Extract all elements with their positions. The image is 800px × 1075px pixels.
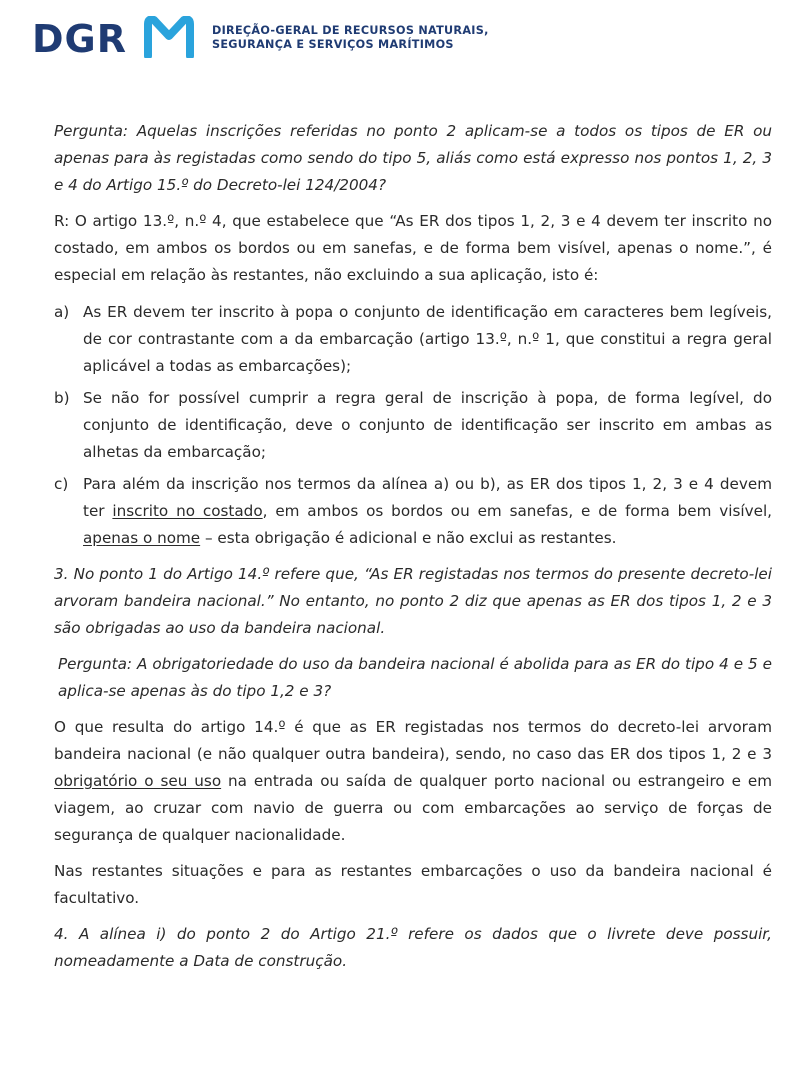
answer-1: R: O artigo 13.º, n.º 4, que estabelece que “As ER dos tipos 1, 2, 3 e 4 devem ter inscrito no costado, em ambos os bordos ou em sanefas, e de forma bem visível, apenas o nome.”, é especial em relação às restantes, não excluindo a sua aplicação, isto é: — [54, 212, 772, 284]
list-item — [54, 299, 772, 380]
text-run: Para além da inscrição nos termos da alínea a) ou b), as ER dos tipos 1, 2, 3 e 4 devem ter — [83, 475, 772, 520]
point-3: 3. No ponto 1 do Artigo 14.º refere que, “As ER registadas nos termos do presente decreto-lei arvoram bandeira nacional.” No entanto, no ponto 2 diz que apenas as ER dos tipos 1, 2 e 3 são obrigadas ao uso da bandeira nacional. — [54, 565, 772, 637]
text-run: O que resulta do artigo 14.º é que as ER registadas nos termos do decreto-lei arvoram bandeira nacional (e não qualquer outra bandeira), sendo, no caso das ER dos tipos 1, 2 e 3 — [54, 718, 772, 763]
underlined-text: apenas o nome — [83, 529, 201, 547]
underlined-text: obrigatório o seu uso — [54, 772, 222, 790]
dgrm-logo-letters: DGR — [32, 17, 127, 61]
question-3: Pergunta: A obrigatoriedade do uso da bandeira nacional é abolida para as ER do tipo 4 e 5 e aplica-se apenas às do tipo 1,2 e 3? — [58, 655, 772, 700]
answer-3-continued: Nas restantes situações e para as restantes embarcações o uso da bandeira nacional é facultativo. — [54, 862, 772, 907]
list-marker: a) — [54, 303, 70, 321]
organization-name — [212, 24, 489, 52]
list-marker: c) — [54, 475, 69, 493]
answer-3 — [54, 714, 772, 849]
list-item — [54, 385, 772, 466]
list-item-text: As ER devem ter inscrito à popa o conjunto de identificação em caracteres bem legíveis, de cor contrastante com a da embarcação (artigo 13.º, n.º 1, que constitui a regra geral aplicável a todas as embarcações); — [83, 303, 772, 375]
text-run: na entrada ou saída de qualquer porto nacional ou estrangeiro e em viagem, ao cruzar com navio de guerra ou com embarcações ao serviço de forças de segurança de qualquer nacionalidade. — [54, 772, 772, 844]
text-run: – esta obrigação é adicional e não exclui as restantes. — [200, 529, 617, 547]
list-item-text: Se não for possível cumprir a regra geral de inscrição à popa, de forma legível, do conjunto de identificação, deve o conjunto de identificação ser inscrito em ambas as alhetas da embarcação; — [83, 389, 772, 461]
page-header — [30, 12, 790, 72]
org-line-2: SEGURANÇA E SERVIÇOS MARÍTIMOS — [212, 38, 454, 51]
text-run: , em ambos os bordos ou em sanefas, e de forma bem visível, — [262, 502, 772, 520]
answer-list — [54, 299, 772, 552]
underlined-text: inscrito no costado — [112, 502, 263, 520]
dgrm-logo-m-icon — [144, 16, 194, 58]
list-marker: b) — [54, 389, 70, 407]
list-item — [54, 471, 772, 552]
document-body — [54, 118, 772, 975]
question-1: Pergunta: Aquelas inscrições referidas no ponto 2 aplicam-se a todos os tipos de ER ou apenas para às registadas como sendo do tipo 5, aliás como está expresso nos pontos 1, 2, 3 e 4 do Artigo 15.º do Decreto-lei 124/2004? — [54, 122, 772, 194]
org-line-1: DIREÇÃO-GERAL DE RECURSOS NATURAIS, — [212, 24, 489, 37]
point-4: 4. A alínea i) do ponto 2 do Artigo 21.º refere os dados que o livrete deve possuir, nomeadamente a Data de construção. — [54, 925, 772, 970]
list-item-text — [83, 471, 772, 552]
